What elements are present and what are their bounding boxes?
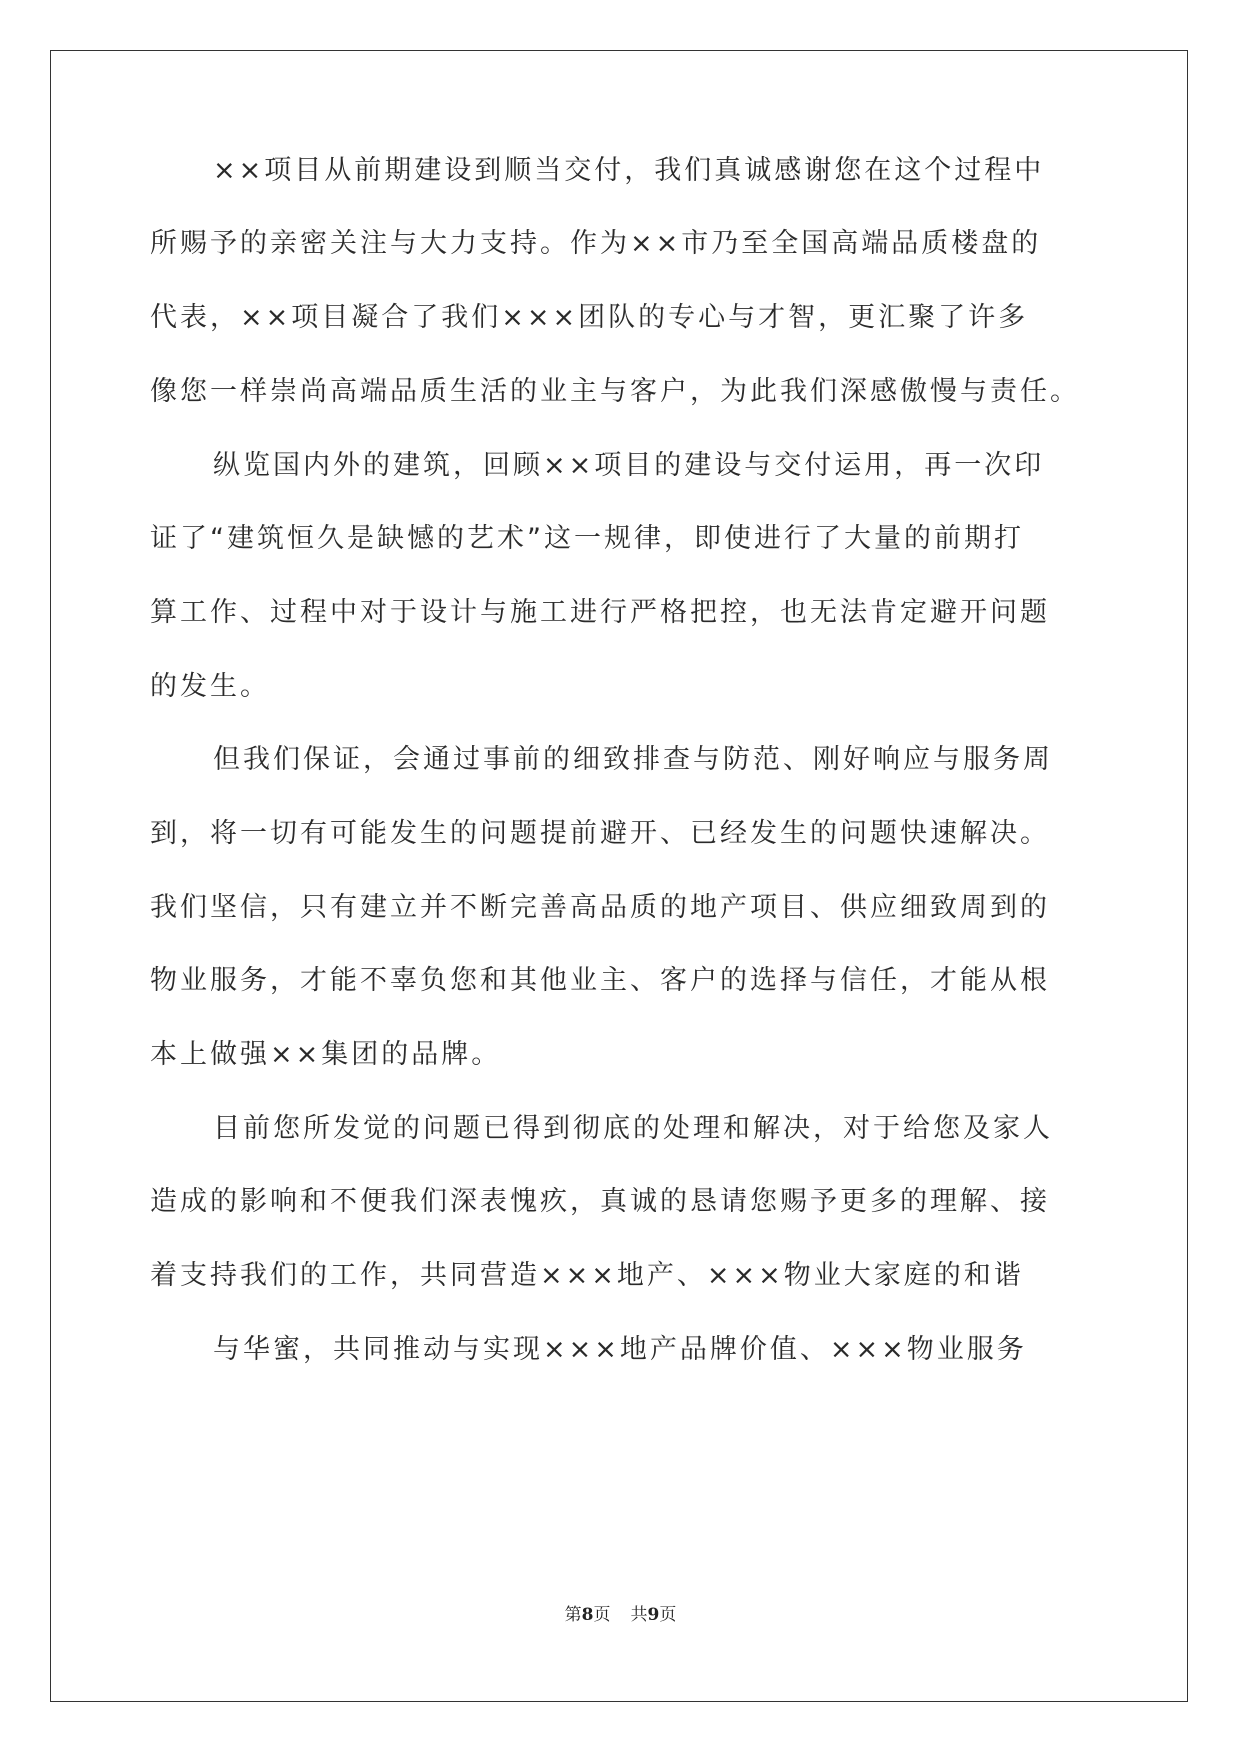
text-line: 着支持我们的工作，共同营造×××地产、×××物业大家庭的和谐 [150,1260,1024,1291]
text-line: 我们坚信，只有建立并不断完善高品质的地产项目、供应细致周到的 [150,892,1050,923]
page-footer [0,1600,1241,1625]
text-line: 造成的影响和不便我们深表愧疚，真诚的恳请您赐予更多的理解、接 [150,1186,1050,1217]
text-line: 纵览国内外的建筑，回顾××项目的建设与交付运用，再一次印 [213,450,1045,481]
text-line: 目前您所发觉的问题已得到彻底的处理和解决，对于给您及家人 [213,1113,1053,1144]
text-line: 但我们保证，会通过事前的细致排查与防范、刚好响应与服务周 [213,744,1053,775]
footer-page-current: 8 [581,1605,594,1625]
text-line: 到，将一切有可能发生的问题提前避开、已经发生的问题快速解决。 [150,818,1050,849]
text-line: 像您一样崇尚高端品质生活的业主与客户，为此我们深感傲慢与责任。 [150,376,1080,407]
footer-page-prefix: 第 [564,1605,582,1625]
footer-total-suffix: 页 [659,1605,677,1625]
text-line: ××项目从前期建设到顺当交付，我们真诚感谢您在这个过程中 [213,155,1045,186]
text-line: 本上做强××集团的品牌。 [150,1039,502,1070]
page-border [50,50,1188,1702]
footer-page-total: 9 [647,1605,660,1625]
text-line: 与华蜜，共同推动与实现×××地产品牌价值、×××物业服务 [213,1334,1027,1365]
text-line: 算工作、过程中对于设计与施工进行严格把控，也无法肯定避开问题 [150,597,1050,628]
text-line: 代表，××项目凝合了我们×××团队的专心与才智，更汇聚了许多 [150,302,1029,333]
footer-page-suffix: 页 [593,1605,611,1625]
text-line: 所赐予的亲密关注与大力支持。作为××市乃至全国高端品质楼盘的 [150,228,1042,259]
text-line: 物业服务，才能不辜负您和其他业主、客户的选择与信任，才能从根 [150,965,1050,996]
text-line: 证了“建筑恒久是缺憾的艺术”这一规律，即使进行了大量的前期打 [150,523,1024,554]
text-line: 的发生。 [150,671,270,702]
footer-total-prefix: 共 [630,1605,648,1625]
